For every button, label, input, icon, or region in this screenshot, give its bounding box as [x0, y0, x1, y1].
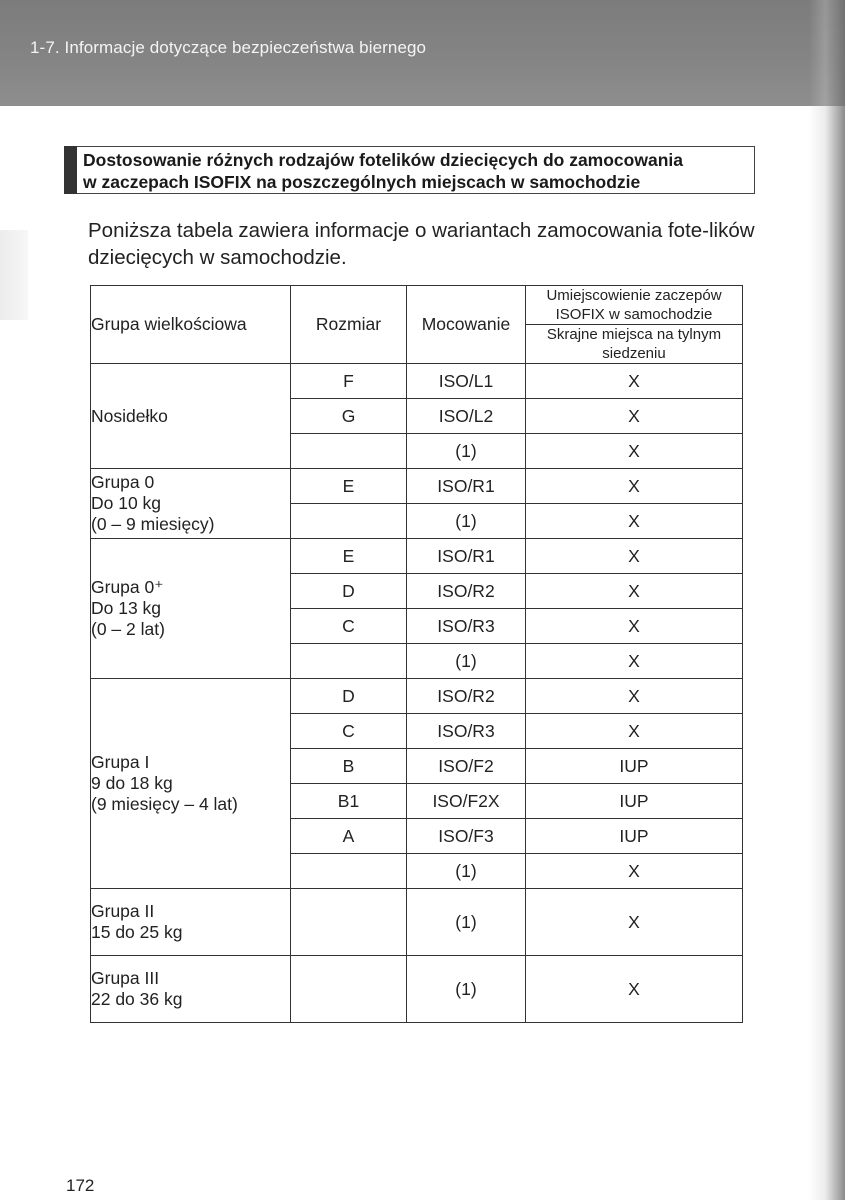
size-cell: D: [291, 574, 407, 609]
section-heading-line1: Dostosowanie różnych rodzajów fotelików dziecięcych do zamocowania: [83, 150, 683, 170]
group-cell: [91, 679, 291, 889]
size-cell: G: [291, 399, 407, 434]
isofix-compatibility-table: [90, 285, 743, 1023]
mounting-cell: ISO/R1: [407, 469, 526, 504]
section-heading: [83, 149, 750, 193]
header-location: Umiejscowienie zaczepów ISOFIX w samochodzie: [526, 286, 743, 325]
group-label-line: Grupa II: [91, 901, 155, 921]
suitability-cell: X: [526, 679, 743, 714]
chapter-title: 1-7. Informacje dotyczące bezpieczeństwa biernego: [30, 38, 427, 57]
group-cell: [91, 364, 291, 469]
size-cell: E: [291, 539, 407, 574]
mounting-cell: ISO/R1: [407, 539, 526, 574]
mounting-cell: ISO/R3: [407, 714, 526, 749]
size-cell: [291, 956, 407, 1023]
suitability-cell: X: [526, 364, 743, 399]
suitability-cell: X: [526, 956, 743, 1023]
group-cell: [91, 469, 291, 539]
suitability-cell: X: [526, 399, 743, 434]
size-cell: B1: [291, 784, 407, 819]
suitability-cell: IUP: [526, 819, 743, 854]
table-row: [91, 889, 743, 956]
mounting-cell: (1): [407, 889, 526, 956]
mounting-cell: ISO/L1: [407, 364, 526, 399]
group-label-line: Do 13 kg: [91, 598, 162, 618]
group-label-line: (0 – 9 miesięcy): [91, 514, 215, 534]
suitability-cell: X: [526, 854, 743, 889]
mounting-cell: ISO/F3: [407, 819, 526, 854]
page-number: 172: [66, 1176, 95, 1195]
suitability-cell: X: [526, 609, 743, 644]
mounting-cell: ISO/R2: [407, 574, 526, 609]
header-position: Skrajne miejsca na tylnym siedzeniu: [526, 325, 743, 364]
group-label-line: 9 do 18 kg: [91, 773, 173, 793]
mounting-cell: ISO/R3: [407, 609, 526, 644]
mounting-cell: (1): [407, 504, 526, 539]
group-cell: [91, 889, 291, 956]
header-size: Rozmiar: [291, 286, 407, 364]
suitability-cell: X: [526, 889, 743, 956]
page-header-band: [0, 0, 845, 106]
table-row: [91, 956, 743, 1023]
size-cell: B: [291, 749, 407, 784]
size-cell: F: [291, 364, 407, 399]
heading-marker-bar: [64, 146, 77, 194]
suitability-cell: X: [526, 714, 743, 749]
mounting-cell: (1): [407, 854, 526, 889]
suitability-cell: X: [526, 504, 743, 539]
header-mounting: Mocowanie: [407, 286, 526, 364]
suitability-cell: X: [526, 434, 743, 469]
suitability-cell: IUP: [526, 784, 743, 819]
group-cell: [91, 539, 291, 679]
mounting-cell: (1): [407, 644, 526, 679]
size-cell: [291, 889, 407, 956]
suitability-cell: X: [526, 574, 743, 609]
header-group: Grupa wielkościowa: [91, 286, 291, 364]
page-edge-tab: [0, 230, 28, 320]
size-cell: [291, 854, 407, 889]
group-label-line: (0 – 2 lat): [91, 619, 165, 639]
group-cell: [91, 956, 291, 1023]
group-label-line: 22 do 36 kg: [91, 989, 183, 1009]
size-cell: [291, 504, 407, 539]
section-heading-box: [64, 146, 755, 194]
table-row: [91, 469, 743, 504]
group-label-line: Grupa 0⁺: [91, 577, 164, 597]
group-label-line: Grupa I: [91, 752, 150, 772]
table-row: [91, 364, 743, 399]
suitability-cell: X: [526, 644, 743, 679]
intro-paragraph: Poniższa tabela zawiera informacje o wariantach zamocowania fote-lików dziecięcych w samochodzie.: [88, 219, 755, 269]
group-label-line: (9 miesięcy – 4 lat): [91, 794, 238, 814]
mounting-cell: ISO/F2X: [407, 784, 526, 819]
suitability-cell: X: [526, 469, 743, 504]
size-cell: C: [291, 714, 407, 749]
size-cell: D: [291, 679, 407, 714]
group-label-line: Grupa 0: [91, 472, 155, 492]
section-heading-line2: w zaczepach ISOFIX na poszczególnych miejscach w samochodzie: [83, 172, 641, 192]
mounting-cell: (1): [407, 956, 526, 1023]
table-row: [91, 539, 743, 574]
size-cell: C: [291, 609, 407, 644]
table-row: [91, 679, 743, 714]
mounting-cell: ISO/R2: [407, 679, 526, 714]
size-cell: A: [291, 819, 407, 854]
group-label-line: Nosidełko: [91, 405, 168, 426]
size-cell: E: [291, 469, 407, 504]
group-label-line: 15 do 25 kg: [91, 922, 183, 942]
group-label-line: Grupa III: [91, 968, 160, 988]
suitability-cell: X: [526, 539, 743, 574]
mounting-cell: (1): [407, 434, 526, 469]
size-cell: [291, 644, 407, 679]
group-label-line: Do 10 kg: [91, 493, 162, 513]
mounting-cell: ISO/L2: [407, 399, 526, 434]
mounting-cell: ISO/F2: [407, 749, 526, 784]
page-binding-shadow: [809, 0, 845, 1200]
table-body: [91, 364, 743, 1023]
suitability-cell: IUP: [526, 749, 743, 784]
size-cell: [291, 434, 407, 469]
